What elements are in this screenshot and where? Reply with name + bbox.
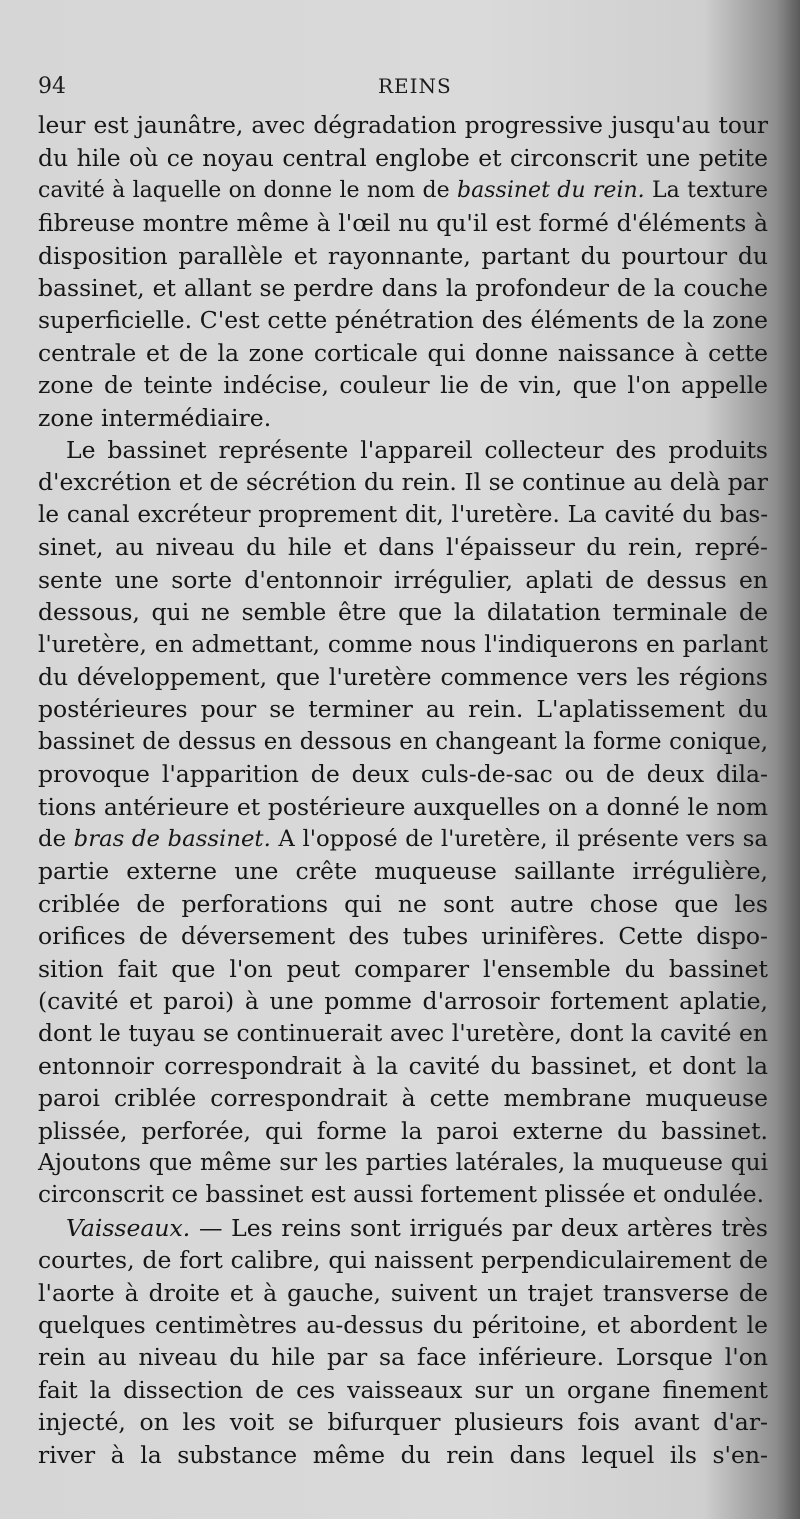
text-run: zone intermédiaire. xyxy=(38,403,272,432)
text-line xyxy=(38,855,768,887)
text-run: l'uretère, en admettant, comme nous l'indiquerons en parlant xyxy=(38,630,768,658)
text-line xyxy=(38,272,768,304)
italic-term: bras de bassinet. xyxy=(73,825,271,852)
text-run: le canal excréteur proprement dit, l'uretère. La cavité du bas- xyxy=(38,501,768,528)
text-line xyxy=(38,1374,768,1406)
text-line xyxy=(38,1439,768,1471)
text-run: tions antérieure et postérieure auxquelles on a donné le nom xyxy=(38,792,768,821)
text-run: du développement, que l'uretère commence vers les régions xyxy=(38,662,768,691)
body-text xyxy=(38,110,768,1471)
text-run: du hile où ce noyau central englobe et circonscrit une petite xyxy=(38,144,768,173)
text-run: criblée de perforations qui ne sont autre chose que les xyxy=(38,889,768,918)
text-line xyxy=(38,1244,768,1276)
text-run: bassinet de dessus en dessous en changeant la forme conique, xyxy=(38,728,768,755)
text-run: orifices de déversement des tubes urinifères. Cette dispo- xyxy=(38,922,768,951)
text-run: l'aorte à droite et à gauche, suivent un trajet transverse de xyxy=(38,1278,768,1307)
text-run: superficielle. C'est cette pénétration des éléments de la zone xyxy=(38,306,768,335)
text-line xyxy=(38,337,768,369)
text-run: disposition parallèle et rayonnante, partant du pourtour du xyxy=(38,241,768,270)
text-line xyxy=(38,920,768,952)
text-run: dont le tuyau se continuerait avec l'uretère, dont la cavité en xyxy=(38,1019,768,1048)
text-run: entonnoir correspondrait à la cavité du bassinet, et dont la xyxy=(38,1051,768,1080)
text-line xyxy=(38,661,768,693)
text-line xyxy=(38,1406,768,1438)
text-run: centrale et de la zone corticale qui donne naissance à cette xyxy=(38,338,768,367)
text-line xyxy=(38,175,768,207)
text-run: A l'opposé de l'uretère, il présente vers sa xyxy=(270,825,768,852)
running-title: REINS xyxy=(378,74,452,98)
text-line xyxy=(38,1341,768,1373)
text-line xyxy=(38,110,768,142)
text-run: courtes, de fort calibre, qui naissent perpendiculairement de xyxy=(38,1246,768,1275)
text-line xyxy=(38,1115,768,1147)
text-run: circonscrit ce bassinet est aussi fortement plissée et ondulée. xyxy=(38,1181,765,1209)
text-run: bassinet, et allant se perdre dans la profondeur de la couche xyxy=(38,274,768,303)
text-run: cavité à laquelle on donne le nom de xyxy=(38,177,458,203)
text-run: Ajoutons que même sur les parties latérales, la muqueuse qui xyxy=(38,1149,768,1176)
text-line xyxy=(38,758,768,790)
text-line xyxy=(38,693,768,725)
text-run: fait la dissection de ces vaisseaux sur un organe finement xyxy=(38,1375,768,1404)
text-run: leur est jaunâtre, avec dégradation progressive jusqu'au tour xyxy=(38,112,768,139)
text-line xyxy=(38,1277,768,1309)
text-line xyxy=(38,1082,768,1114)
text-line xyxy=(38,142,768,174)
text-run: plissée, perforée, qui forme la paroi externe du bassinet. xyxy=(38,1116,768,1145)
text-line xyxy=(38,499,768,531)
text-line xyxy=(38,240,768,272)
text-line xyxy=(38,1147,768,1179)
text-run: fibreuse montre même à l'œil nu qu'il est formé d'éléments à xyxy=(38,209,768,238)
text-run: river à la substance même du rein dans lequel ils s'en- xyxy=(38,1440,768,1469)
text-line xyxy=(38,726,768,758)
text-run: zone de teinte indécise, couleur lie de vin, que l'on appelle xyxy=(38,371,768,400)
text-line xyxy=(38,466,768,498)
text-run: postérieures pour se terminer au rein. L'aplatissement du xyxy=(38,695,768,724)
text-line xyxy=(38,1212,768,1244)
text-line xyxy=(38,953,768,985)
text-run: — Les reins sont irrigués par deux artères très xyxy=(190,1213,768,1242)
text-run: sinet, au niveau du hile et dans l'épaisseur du rein, repré- xyxy=(38,533,768,562)
text-line xyxy=(38,564,768,596)
text-run: dessous, qui ne semble être que la dilatation terminale de xyxy=(38,598,768,627)
text-run: La texture xyxy=(644,177,769,203)
text-line xyxy=(38,791,768,823)
text-line xyxy=(38,369,768,401)
text-run: provoque l'apparition de deux culs-de-sac ou de deux dila- xyxy=(38,760,768,789)
page-header xyxy=(38,68,790,108)
text-line xyxy=(38,888,768,920)
text-run: partie externe une crête muqueuse saillante irrégulière, xyxy=(38,857,768,886)
text-line xyxy=(38,531,768,563)
text-run: d'excrétion et de sécrétion du rein. Il se continue au delà par xyxy=(38,468,768,497)
text-run: injecté, on les voit se bifurquer plusieurs fois avant d'ar- xyxy=(38,1408,768,1437)
text-line xyxy=(38,1017,768,1049)
text-line xyxy=(38,402,768,434)
text-line xyxy=(38,823,768,855)
text-line xyxy=(38,1179,768,1211)
text-run: paroi criblée correspondrait à cette membrane muqueuse xyxy=(38,1084,768,1113)
text-run: quelques centimètres au-dessus du péritoine, et abordent le xyxy=(38,1311,768,1340)
text-line xyxy=(38,985,768,1017)
text-run: sition fait que l'on peut comparer l'ensemble du bassinet xyxy=(38,954,768,983)
text-line xyxy=(38,207,768,239)
text-run: sente une sorte d'entonnoir irrégulier, aplati de dessus en xyxy=(38,565,768,594)
text-line xyxy=(38,434,768,466)
page-number: 94 xyxy=(38,74,66,99)
text-run: de xyxy=(38,825,74,852)
text-line xyxy=(38,1309,768,1341)
text-line xyxy=(38,629,768,661)
text-run: (cavité et paroi) à une pomme d'arrosoir fortement aplatie, xyxy=(38,986,768,1015)
text-line xyxy=(38,304,768,336)
text-run: Le bassinet représente l'appareil collecteur des produits xyxy=(66,436,768,465)
text-run: rein au niveau du hile par sa face inférieure. Lorsque l'on xyxy=(38,1343,768,1372)
italic-term: bassinet du rein. xyxy=(457,177,645,203)
italic-term: Vaisseaux. xyxy=(66,1213,191,1242)
text-line xyxy=(38,1050,768,1082)
text-line xyxy=(38,596,768,628)
